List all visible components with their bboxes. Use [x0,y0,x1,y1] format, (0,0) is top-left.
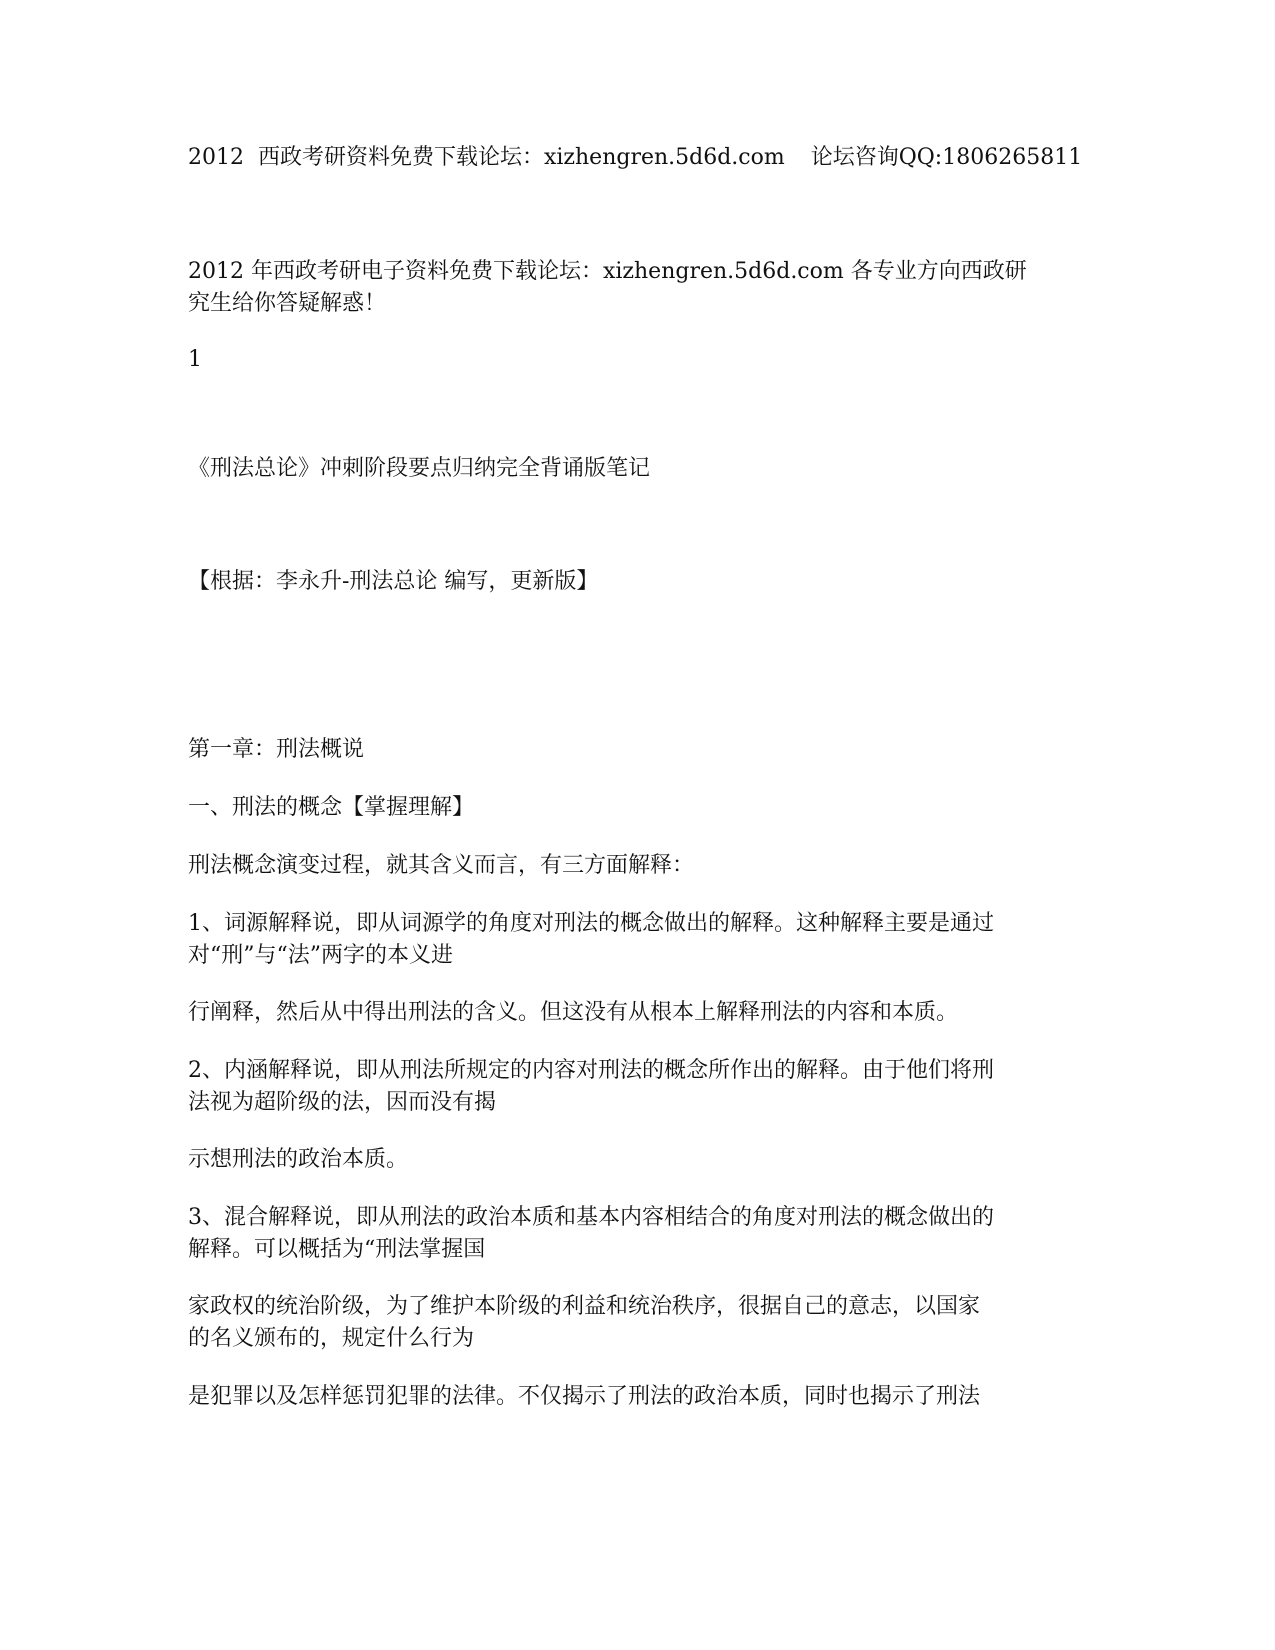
paragraph-line: 3、混合解释说，即从刑法的政治本质和基本内容相结合的角度对刑法的概念做出的 [188,1205,994,1230]
intro-paragraph: 刑法概念演变过程，就其含义而言，有三方面解释： [188,853,695,878]
paragraph-line: 是犯罪以及怎样惩罚犯罪的法律。不仅揭示了刑法的政治本质，同时也揭示了刑法 [188,1384,981,1409]
paragraph-line: 行阐释，然后从中得出刑法的含义。但这没有从根本上解释刑法的内容和本质。 [188,1000,959,1025]
paragraph-line: 的名义颁布的，规定什么行为 [188,1326,475,1351]
paragraph-line: 1、词源解释说，即从词源学的角度对刑法的概念做出的解释。这种解释主要是通过 [188,911,994,936]
chapter-heading: 第一章：刑法概说 [188,737,365,762]
document-title: 《刑法总论》冲刺阶段要点归纳完全背诵版笔记 [188,456,651,481]
forum-info: 2012 西政考研资料免费下载论坛：xizhengren.5d6d.com [188,145,785,170]
header-line-2b: 究生给你答疑解惑！ [188,291,387,316]
paragraph-line: 2、内涵解释说，即从刑法所规定的内容对刑法的概念所作出的解释。由于他们将刑 [188,1058,994,1083]
page-number: 1 [188,347,202,372]
header-line-2a: 2012 年西政考研电子资料免费下载论坛：xizhengren.5d6d.com 各专业方向西政研 [188,259,1027,284]
paragraph-line: 家政权的统治阶级，为了维护本阶级的利益和统治秩序，很据自己的意志，以国家 [188,1294,981,1319]
basis-note: 【根据：李永升-刑法总论 编写，更新版】 [188,569,599,594]
section-heading: 一、刑法的概念【掌握理解】 [188,795,475,820]
qq-contact: 论坛咨询QQ:1806265811 [810,145,1083,170]
header-line-1 [188,142,1088,174]
paragraph-line: 示想刑法的政治本质。 [188,1147,409,1172]
paragraph-line: 法视为超阶级的法，因而没有揭 [188,1090,497,1115]
paragraph-line: 解释。可以概括为“刑法掌握国 [188,1237,486,1262]
paragraph-line: 对“刑”与“法”两字的本义进 [188,943,453,968]
